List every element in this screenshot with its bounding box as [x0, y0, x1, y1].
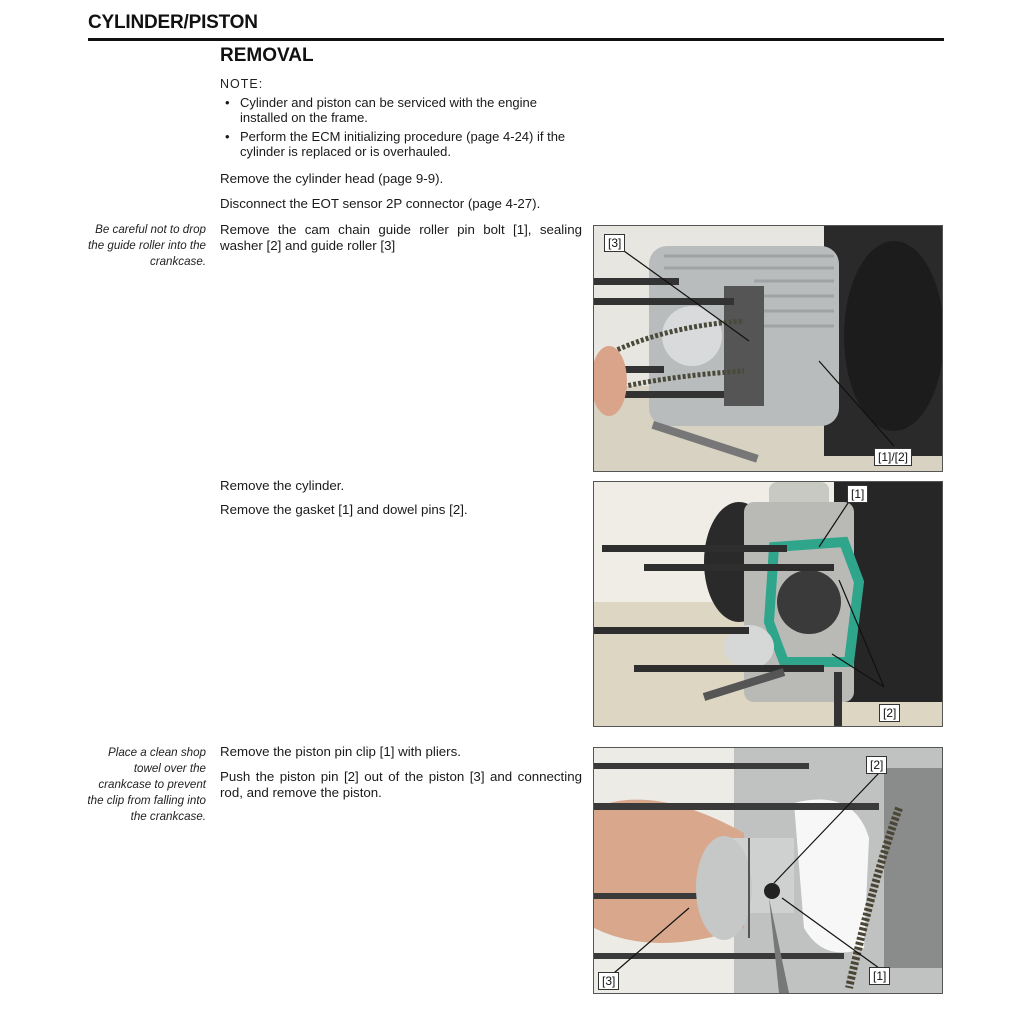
callout-piston-pin: [2]: [866, 756, 887, 774]
callout-pin-bolt-washer: [1]/[2]: [874, 448, 912, 466]
note-label: NOTE:: [220, 77, 264, 91]
callout-guide-roller: [3]: [604, 234, 625, 252]
step-push-piston-pin: Push the piston pin [2] out of the piston [3] and connecting rod, and remove the piston.: [220, 769, 582, 800]
callout-piston: [3]: [598, 972, 619, 990]
step-remove-guide-roller: Remove the cam chain guide roller pin bolt [1], sealing washer [2] and guide roller [3]: [220, 222, 582, 253]
callout-pin-clip: [1]: [869, 967, 890, 985]
step-remove-cylinder: Remove the cylinder.: [220, 478, 345, 493]
note-item: • Perform the ECM initializing procedure (page 4-24) if the cylinder is replaced or is overhauled.: [222, 129, 587, 159]
engine-photo-2: [594, 482, 942, 726]
callout-gasket: [1]: [847, 485, 868, 503]
engine-photo-3: [594, 748, 942, 993]
callout-dowel-pins: [2]: [879, 704, 900, 722]
engine-photo-1: [594, 226, 942, 471]
figure-cylinder-head: [593, 225, 943, 472]
section-title: REMOVAL: [220, 45, 314, 66]
step-remove-cylinder-head: Remove the cylinder head (page 9-9).: [220, 171, 444, 186]
side-note-shop-towel: Place a clean shop towel over the crankcase to prevent the clip from falling into the crankcase.: [87, 746, 206, 823]
title-rule: [88, 38, 944, 41]
note-list: [222, 95, 587, 163]
step-remove-gasket: Remove the gasket [1] and dowel pins [2].: [220, 502, 468, 517]
note-item: • Cylinder and piston can be serviced with the engine installed on the frame.: [222, 95, 587, 125]
figure-gasket-dowel-pins: [593, 481, 943, 727]
figure-piston-removal: [593, 747, 943, 994]
step-disconnect-eot: Disconnect the EOT sensor 2P connector (page 4-27).: [220, 196, 541, 211]
side-note-guide-roller: Be careful not to drop the guide roller into the crankcase.: [88, 223, 206, 268]
page-title: CYLINDER/PISTON: [88, 12, 258, 33]
step-remove-pin-clip: Remove the piston pin clip [1] with pliers.: [220, 744, 461, 759]
